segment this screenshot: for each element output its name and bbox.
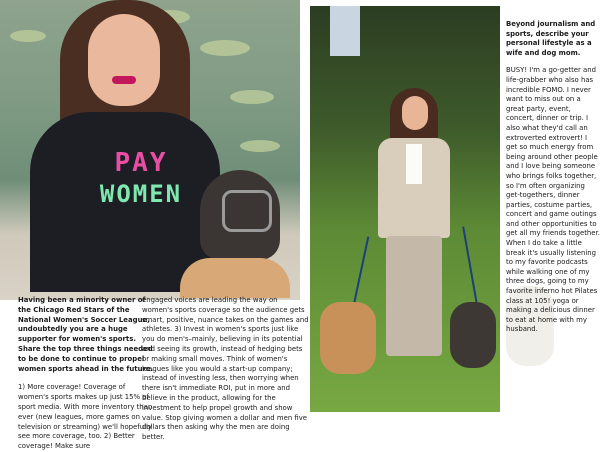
shirt-text-pay: PAY bbox=[114, 148, 168, 178]
muzzle bbox=[222, 190, 272, 232]
right-article-text bbox=[506, 20, 600, 410]
right-answer: BUSY! I'm a go-getter and life-grabber who also has incredible FOMO. I never want to miss out on a great party, event, concert, dinner or trip. I also what they'd call an extroverted extrovert! I get so much energy from being around other people and I love being someone who brings folks together, so I'm often organizing get-togethers, dinner parties, costume parties, concert and game outings and other opportunities to get all my friends together. When I do take a little break it's usually listening to my favorite podcasts while walking one of my three dogs, going to my favorite inferno hot Pilates class at 105! yoga or making a delicious dinner to eat at home with my husband. bbox=[506, 66, 600, 334]
lily-pad bbox=[200, 40, 250, 56]
left-question: Having been a minority owner of the Chicago Red Stars of the National Women's Soccer League, undoubtedly you are a huge supporter for women's sports. Share the top three things needed to be done to continue to propel women sports ahead in the future. bbox=[18, 296, 154, 373]
left-text-column-b: engaged voices are leading the way on women's sports coverage so the audience gets smart, positive, nuance takes on the games and athletes. 3) Invest in women's sports just like you do men's–mainly, believing in its potential and seeing its growth, instead of hedging bets or making small moves. Think of women's leagues like you would a start-up company; instead of investing less, then worrying when there isn't immediate ROI, put in more and believe in the product, allowing for the investment to help propel growth and show value. Stop giving women a dollar and men five dollars then asking why the men are doing better. bbox=[142, 296, 309, 442]
woman-lips bbox=[112, 76, 136, 84]
tan-dog bbox=[320, 302, 376, 374]
woman-face bbox=[402, 96, 428, 130]
lily-pad bbox=[230, 90, 274, 104]
left-photo bbox=[0, 0, 300, 300]
white-top bbox=[406, 144, 422, 184]
left-answer: 1) More coverage! Coverage of women's sports makes up just 15% of sport media. With more inventory than ever (new leagues, more games on television or streaming) we'll hopefully see more coverage, too. 2) Better coverage! Make sure bbox=[18, 383, 153, 451]
shirt-text-women: WOMEN bbox=[99, 180, 183, 208]
leash bbox=[353, 237, 370, 306]
lily-pad bbox=[10, 30, 46, 42]
right-photo bbox=[310, 6, 500, 412]
tan-dog bbox=[180, 258, 290, 298]
sky bbox=[330, 6, 360, 56]
dark-dog bbox=[450, 302, 496, 368]
right-question: Beyond journalism and sports, describe your personal lifestyle as a wife and dog mom. bbox=[506, 20, 596, 57]
wide-leg-pants bbox=[386, 236, 442, 356]
lily-pad bbox=[240, 140, 280, 152]
woman-face bbox=[88, 14, 160, 106]
left-article-text bbox=[18, 296, 309, 451]
left-text-column-a bbox=[18, 296, 158, 452]
